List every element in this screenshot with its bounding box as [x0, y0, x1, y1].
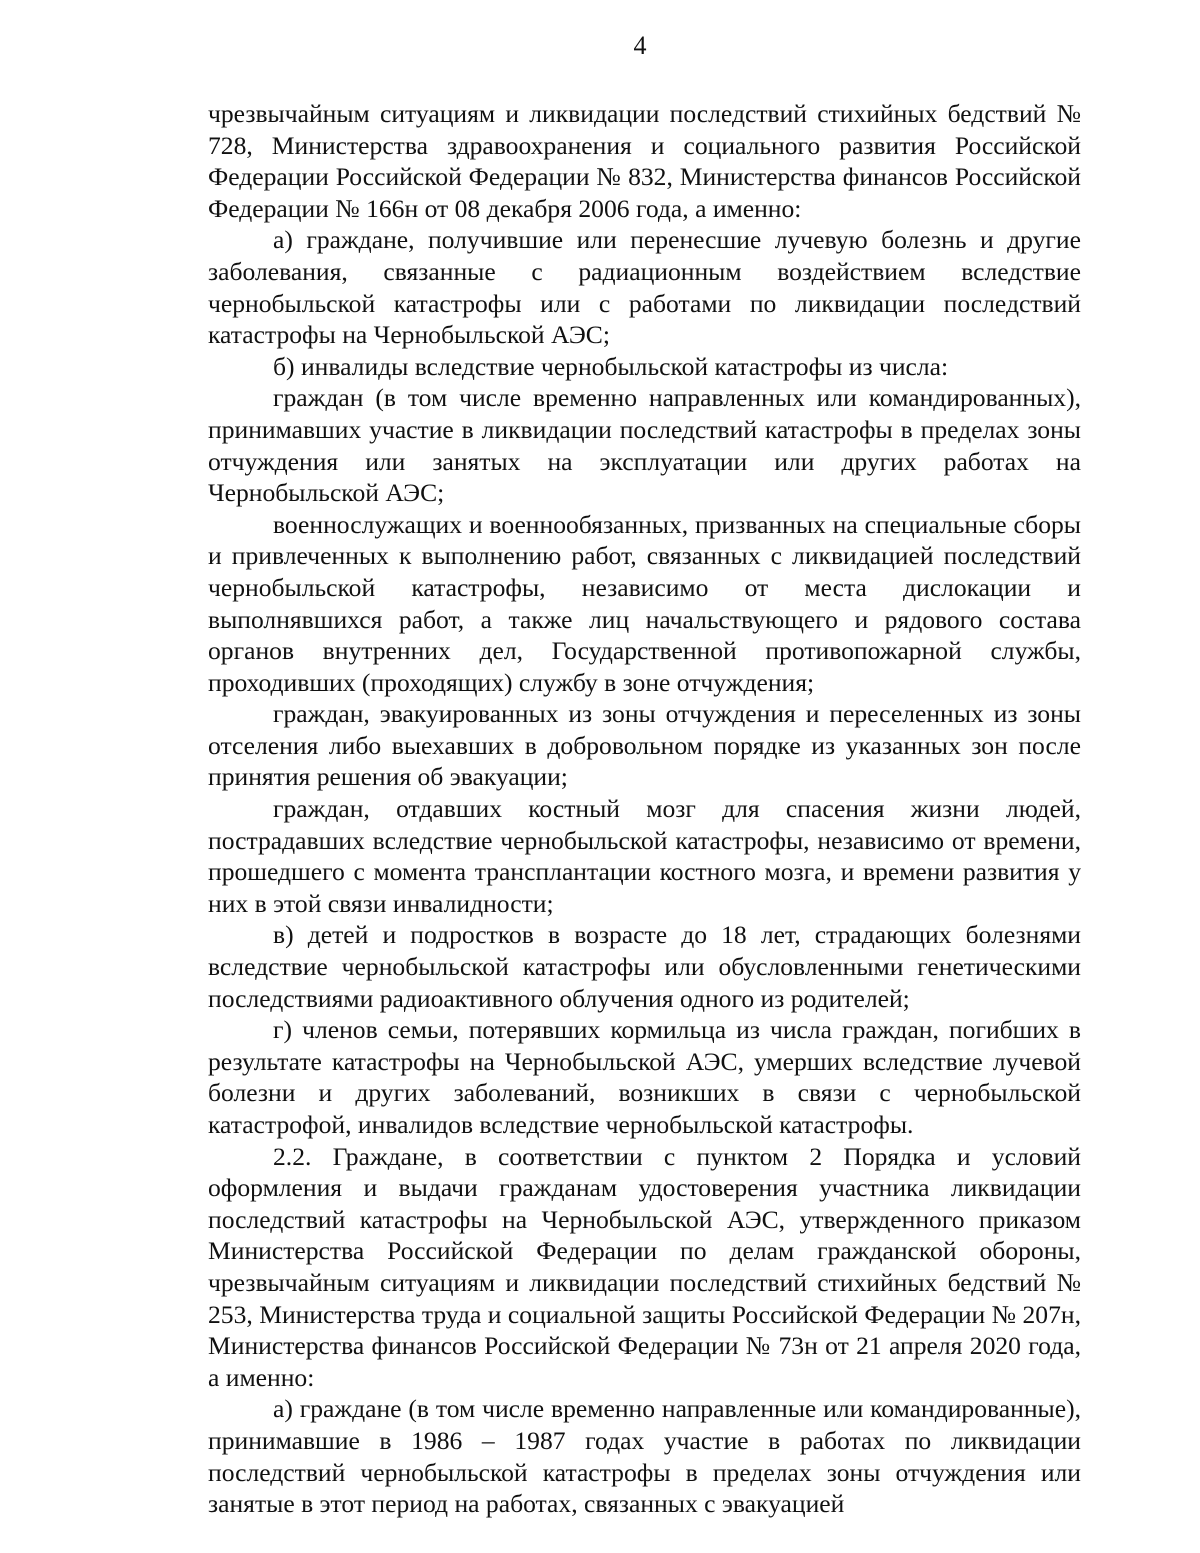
page-number: 4: [633, 31, 647, 60]
paragraph-item-v: в) детей и подростков в возрасте до 18 лет, страдающих болезнями вследствие чернобыльской катастрофы или обусловленными генетическими последствиями радиоактивного облучения одного из родителей;: [208, 920, 1081, 1013]
paragraph-subitem-military: военнослужащих и военнообязанных, призванных на специальные сборы и привлеченных к выполнению работ, связанных с ликвидацией последствий чернобыльской катастрофы, независимо от места дислокации и выполнявшихся работ, а также лиц начальствующего и рядового состава органов внутренних дел, Государственной противопожарной службы, проходивших (проходящих) службу в зоне отчуждения;: [208, 509, 1081, 697]
paragraph-continuation: чрезвычайным ситуациям и ликвидации последствий стихийных бедствий № 728, Министерства здравоохранения и социального развития Российской Федерации Российской Федерации № 832, Министерства финансов Российской Федерации № 166н от 08 декабря 2006 года, а именно:: [208, 99, 1081, 223]
paragraph-subitem-evacuated: граждан, эвакуированных из зоны отчуждения и переселенных из зоны отселения либо выехавших в добровольном порядке из указанных зон после принятия решения об эвакуации;: [208, 699, 1081, 792]
paragraph-item-g: г) членов семьи, потерявших кормильца из числа граждан, погибших в результате катастрофы на Чернобыльской АЭС, умерших вследствие лучевой болезни и других заболеваний, возникших в связи с чернобыльской катастрофой, инвалидов вследствие чернобыльской катастрофы.: [208, 1015, 1081, 1139]
document-body: [208, 98, 1081, 1520]
paragraph-subitem-liquidators: граждан (в том числе временно направленных или командированных), принимавших участие в ликвидации последствий катастрофы в пределах зоны отчуждения или занятых на эксплуатации или других работах на Чернобыльской АЭС;: [208, 383, 1081, 508]
paragraph-subitem-bone-marrow-donors: граждан, отдавших костный мозг для спасения жизни людей, пострадавших вследствие чернобыльской катастрофы, независимо от времени, прошедшего с момента трансплантации костного мозга, и времени развития у них в этой связи инвалидности;: [208, 794, 1081, 918]
paragraph-section-2-2: 2.2. Граждане, в соответствии с пунктом 2 Порядка и условий оформления и выдачи гражданам удостоверения участника ликвидации последствий катастрофы на Чернобыльской АЭС, утвержденного приказом Министерства Российской Федерации по делам гражданской обороны, чрезвычайным ситуациям и ликвидации последствий стихийных бедствий № 253, Министерства труда и социальной защиты Российской Федерации № 207н, Министерства финансов Российской Федерации № 73н от 21 апреля 2020 года, а именно:: [208, 1141, 1081, 1392]
paragraph-section-2-2-item-a: а) граждане (в том числе временно направленные или командированные), принимавшие в 1986 – 1987 годах участие в работах по ликвидации последствий чернобыльской катастрофы в пределах зоны отчуждения или занятые в этот период на работах, связанных с эвакуацией: [208, 1394, 1081, 1519]
paragraph-item-a: а) граждане, получившие или перенесшие лучевую болезнь и другие заболевания, связанные с радиационным воздействием вследствие чернобыльской катастрофы или с работами по ликвидации последствий катастрофы на Чернобыльской АЭС;: [208, 225, 1081, 350]
paragraph-item-b: б) инвалиды вследствие чернобыльской катастрофы из числа:: [273, 351, 949, 381]
